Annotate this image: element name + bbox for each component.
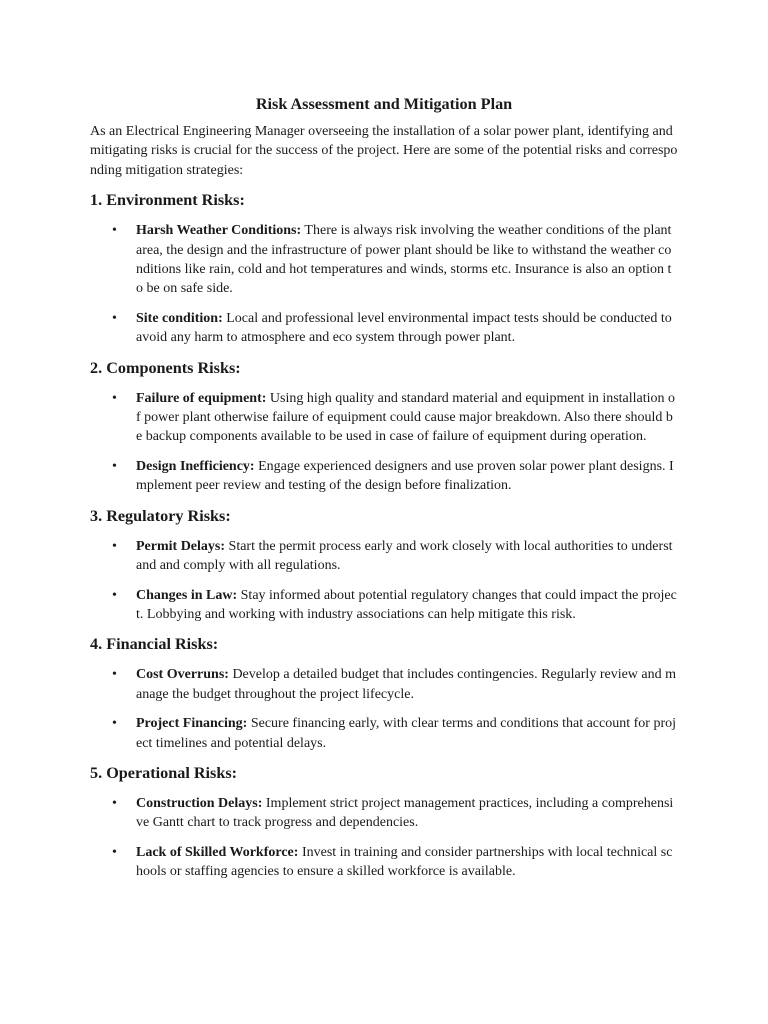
section-heading: 1. Environment Risks: bbox=[90, 191, 245, 210]
list-item bbox=[90, 309, 678, 348]
intro-paragraph: As an Electrical Engineering Manager overseeing the installation of a solar power plant, identifying and mitigating risks is crucial for the success of the project. Here are some of the potential risks and corresponding mitigation strategies: bbox=[90, 124, 678, 178]
risk-description: Stay informed about potential regulatory changes that could impact the project. Lobbying and working with industry associations can help mitigate this risk. bbox=[136, 587, 677, 622]
list-item bbox=[90, 794, 678, 833]
list-item bbox=[90, 843, 678, 882]
section-regulatory-risks bbox=[90, 504, 678, 625]
risk-list bbox=[90, 537, 678, 625]
risk-description: Invest in training and consider partnerships with local technical schools or staffing agencies to ensure a skilled workforce is available. bbox=[136, 844, 673, 880]
section-operational-risks bbox=[90, 761, 678, 882]
risk-description: Implement strict project management practices, including a comprehensive Gantt chart to track progress and dependencies. bbox=[136, 795, 674, 831]
risk-name: Project Financing: bbox=[136, 716, 248, 732]
bullet-icon: • bbox=[112, 716, 117, 732]
section-heading: 2. Components Risks: bbox=[90, 358, 241, 377]
list-item bbox=[90, 714, 678, 753]
bullet-icon: • bbox=[112, 390, 117, 406]
risk-list bbox=[90, 221, 678, 347]
risk-description: Local and professional level environmental impact tests should be conducted to avoid any harm to atmosphere and eco system through power plant. bbox=[136, 310, 672, 346]
section-heading: 3. Regulatory Risks: bbox=[90, 506, 231, 525]
section-heading: 5. Operational Risks: bbox=[90, 763, 238, 782]
list-item bbox=[90, 389, 678, 447]
risk-name: Lack of Skilled Workforce: bbox=[136, 844, 299, 860]
list-item bbox=[90, 537, 678, 576]
bullet-icon: • bbox=[112, 223, 117, 239]
risk-list bbox=[90, 665, 678, 753]
list-item bbox=[90, 457, 678, 496]
bullet-icon: • bbox=[112, 458, 117, 474]
risk-description: There is always risk involving the weather conditions of the plant area, the design and the infrastructure of power plant should be like to withstand the weather conditions like rain, cold and hot temperatures and winds, storms etc. Insurance is also an option to be on safe side. bbox=[136, 223, 672, 297]
bullet-icon: • bbox=[112, 538, 117, 554]
bullet-icon: • bbox=[112, 587, 117, 603]
risk-description: Develop a detailed budget that includes contingencies. Regularly review and manage the budget throughout the project lifecycle. bbox=[136, 667, 677, 702]
risk-description: Engage experienced designers and use proven solar power plant designs. Implement peer review and testing of the design before finalization. bbox=[136, 458, 674, 494]
list-item bbox=[90, 665, 678, 704]
risk-list bbox=[90, 794, 678, 882]
risk-name: Construction Delays: bbox=[136, 795, 263, 811]
bullet-icon: • bbox=[112, 310, 117, 326]
bullet-icon: • bbox=[112, 667, 117, 683]
risk-name: Cost Overruns: bbox=[136, 667, 229, 683]
risk-name: Permit Delays: bbox=[136, 538, 226, 554]
risk-name: Design Inefficiency: bbox=[136, 458, 255, 474]
section-financial-risks bbox=[90, 632, 678, 753]
section-heading: 4. Financial Risks: bbox=[90, 635, 219, 654]
bullet-icon: • bbox=[112, 795, 117, 811]
risk-list bbox=[90, 389, 678, 496]
bullet-icon: • bbox=[112, 844, 117, 860]
risk-name: Changes in Law: bbox=[136, 587, 238, 603]
risk-description: Start the permit process early and work closely with local authorities to understand and comply with all regulations. bbox=[136, 538, 673, 574]
section-environment-risks bbox=[90, 188, 678, 347]
list-item bbox=[90, 221, 678, 299]
section-components-risks bbox=[90, 356, 678, 496]
page-title: Risk Assessment and Mitigation Plan bbox=[255, 95, 513, 113]
risk-name: Site condition: bbox=[136, 310, 223, 326]
risk-description: Using high quality and standard material and equipment in installation of power plant otherwise failure of equipment could cause major breakdown. Also there should be backup components available to be used in case of failure of equipment during operation. bbox=[136, 390, 676, 445]
list-item bbox=[90, 586, 678, 625]
risk-name: Harsh Weather Conditions: bbox=[136, 223, 302, 239]
document-page bbox=[90, 92, 678, 890]
risk-description: Secure financing early, with clear terms and conditions that account for project timelines and potential delays. bbox=[136, 716, 677, 751]
risk-name: Failure of equipment: bbox=[136, 390, 267, 406]
